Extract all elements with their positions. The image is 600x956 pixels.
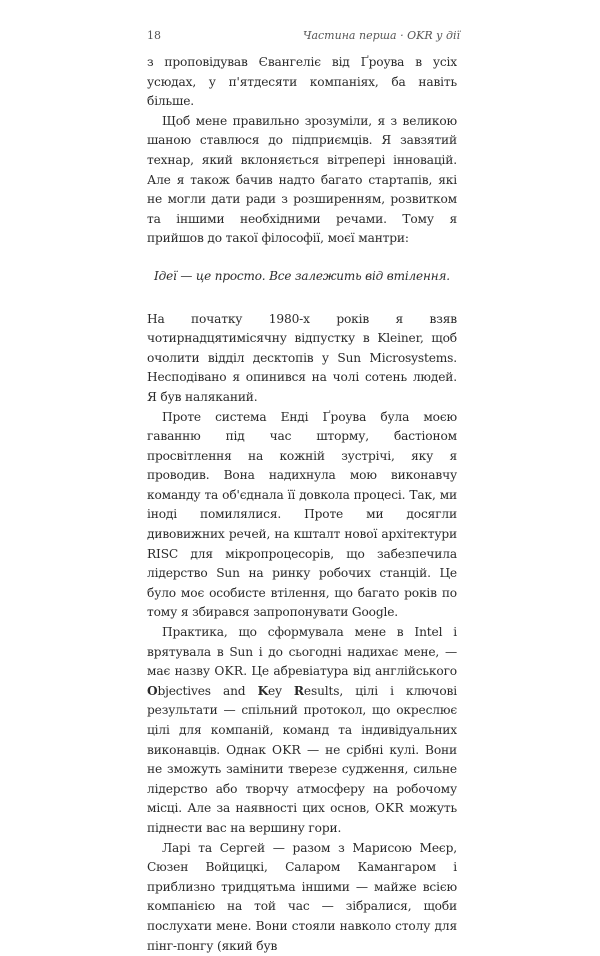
paragraph: Щоб мене правильно зрозуміли, я з великою шаною ставлюся до підприємців. Я завзятий технар, який вклоняється вітрепері інновацій. Але я також бачив надто багато стартапів, які не могли дати ради з розширенням, розвитком та іншими необхідними речами. Тому я прийшов до такої філософії, моєї мантри: [147,113,457,246]
okr-term: OKR [375,801,404,816]
bold-letter: R [293,683,304,698]
running-head: Частина перша · OKR у дії [302,29,460,42]
text-run: можуть піднести вас на вершину гори. [147,801,458,835]
text-run: Практика, що сформувала мене в Intel і врятувала в Sun і до сьогодні надихає мене, — має назву [147,625,457,679]
body-text [147,53,457,956]
bold-letter: K [257,683,269,698]
paragraph: з проповідував Євангеліє від Ґроува в усіх усюдах, у п'ятдесяти компаніях, ба навіть більше. [147,55,457,109]
paragraph: Ларі та Сергей — разом з Марисою Меєр, Сюзен Войцицкі, Саларом Камангаром і приблизно тридцятьма іншими — майже всією компанією на той час — зібралися, щоби послухати мене. Вони стояли навколо столу для пінг-понгу (який був [147,840,457,953]
paragraph: На початку 1980-х років я взяв чотирнадцятимісячну відпустку в Kleiner, щоб очолити відділ десктопів у Sun Microsystems. Несподівано я опинився на чолі сотень людей. Я був наляканий. [147,311,457,404]
motto: Ідеї — це просто. Все залежить від втілення. [154,268,450,283]
paragraph: Проте система Енді Ґроува була моєю гаванню під час шторму, бастіоном просвітлення на кожній зустрічі, яку я проводив. Вона надихнула мою виконавчу команду та об'єднала її довкола процесі. Так, ми іноді помилялися. Проте ми досягли дивовижних речей, на кшталт нової архітектури RISC для мікропроцесорів, що забезпечила лідерство Sun на ринку робочих станцій. Це було моє особисте втілення, що багато років по тому я збирався запропонувати Google. [147,409,457,620]
page-header [0,29,600,45]
text-run: — не срібні кулі. Вони не зможуть замінити тверезе судження, сильне лідерство або творчу атмосферу на робочому місці. Але за наявності цих основ, [147,742,457,816]
text-run: bjectives and [157,683,258,698]
text-run: esults, цілі і ключові результати — спільний протокол, що окреслює цілі для компаній, команд та індивідуальних виконавців. Однак [147,683,457,757]
text-run: . Це абревіатура від англійського [243,664,457,679]
page-number: 18 [147,29,161,42]
okr-term: OKR [214,664,244,679]
paragraph-okr [147,623,457,839]
okr-term: OKR [272,742,301,757]
text-run: ey [268,683,294,698]
bold-letter: O [147,683,158,698]
